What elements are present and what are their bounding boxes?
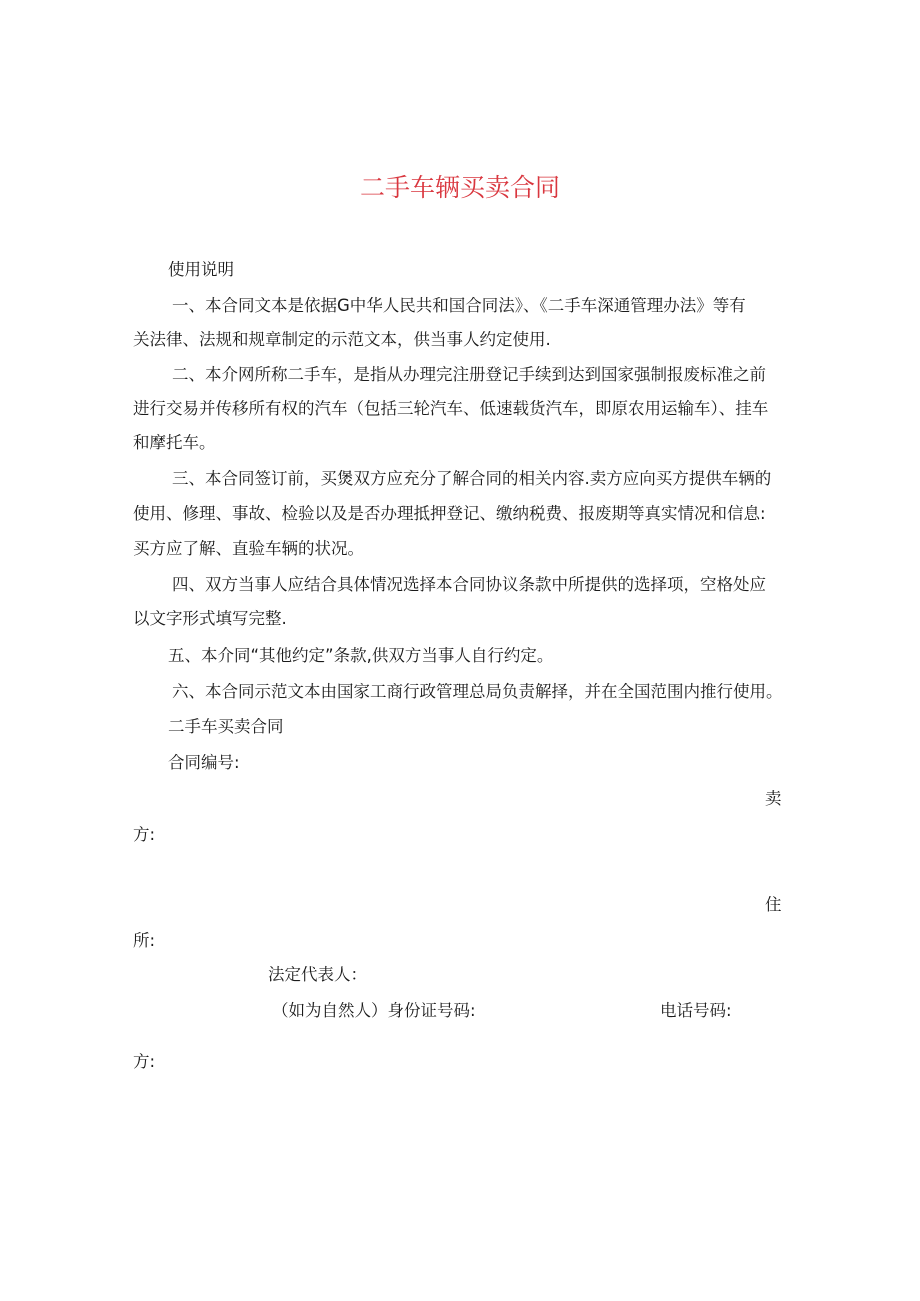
address-label-part2: 所: [133,931,156,950]
legal-rep-label: 法定代表人： [268,965,367,984]
contract-heading: 二手车买卖合同 [168,717,284,736]
paragraph-2-line-2: 进行交易并传移所有权的汽车（包括三轮汽车、低速载货汽车，即原农用运输车）、挂车 [133,399,769,418]
paragraph-2-line-1: 二、本介网所称二手车，是指从办理完注册登记手续到达到国家强制报废标准之前 [172,365,766,384]
paragraph-4-line-1: 四、双方当事人应结合具体情况选择本合同协议条款中所提供的选择项，空格处应 [172,575,766,594]
usage-heading: 使用说明 [168,260,234,279]
paragraph-6-line-1: 六、本合同示范文本由国家工商行政管理总局负责解择，并在全国范围内推行使用。 [172,682,783,701]
address-label-part1: 住 [765,895,782,914]
paragraph-3-line-1: 三、本合同签订前，买煲双方应充分了解合同的相关内容.卖方应向买方提供车辆的 [172,469,772,488]
buyer-label-part2: 方: [133,1052,156,1071]
seller-label-part2: 方: [133,825,156,844]
paragraph-3-line-3: 买方应了解、直验车辆的状况。 [133,539,364,558]
document-title: 二手车辆买卖合同 [359,173,560,202]
paragraph-1-line-2: 关法律、法规和规章制定的示范文本，供当事人约定使用. [133,330,551,349]
id-number-label: （如为自然人）身份证号码: [272,1001,476,1020]
contract-number-label: 合同编号: [168,753,240,772]
paragraph-2-line-3: 和摩托车。 [133,433,216,452]
paragraph-5-line-1: 五、本介同“其他约定”条款,供双方当事人自行约定。 [168,646,554,665]
phone-number-label: 电话号码: [660,1001,732,1020]
paragraph-1-line-1: 一、本合同文本是依据G中华人民共和国合同法》、《二手车深通管理办法》等有 [172,296,746,315]
paragraph-3-line-2: 使用、修理、事故、检验以及是否办理抵押登记、缴纳税费、报废期等真实情况和信息: [133,504,766,523]
seller-label-part1: 卖 [765,789,782,808]
paragraph-4-line-2: 以文字形式填写完整. [133,609,287,628]
